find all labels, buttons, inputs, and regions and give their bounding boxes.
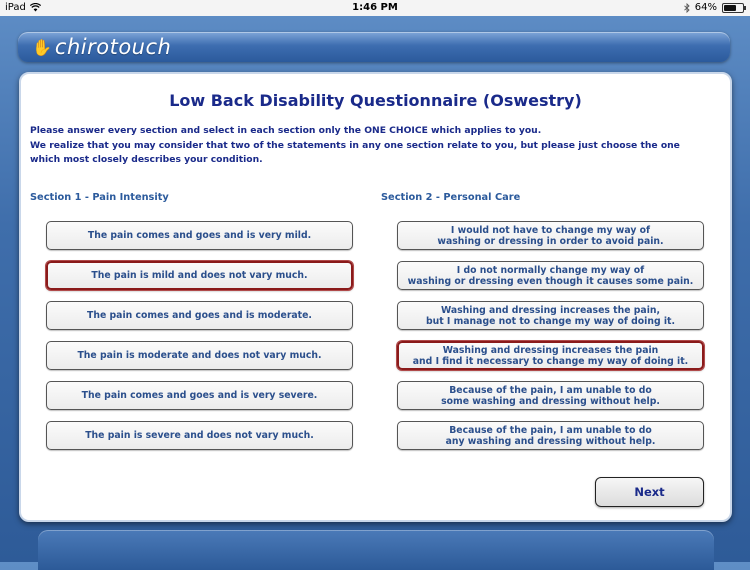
- battery-icon: [722, 3, 744, 13]
- section1-option[interactable]: The pain is moderate and does not vary much.: [46, 341, 353, 370]
- status-time: 1:46 PM: [352, 2, 398, 13]
- instructions: [30, 124, 720, 168]
- instruction-line: We realize that you may consider that two of the statements in any one section relate to you, but please just choose the one: [30, 139, 680, 151]
- page-title: Low Back Disability Questionnaire (Oswestry): [169, 91, 582, 110]
- section2-option[interactable]: Washing and dressing increases the pain and I find it necessary to change my way of doing it.: [397, 341, 704, 370]
- status-bar: [0, 0, 750, 16]
- chirotouch-logo: [32, 35, 171, 59]
- battery-fill: [724, 5, 736, 11]
- section2-title: Section 2 - Personal Care: [381, 192, 521, 203]
- section2-option[interactable]: I do not normally change my way of washing or dressing even though it causes some pain.: [397, 261, 704, 290]
- section2-option[interactable]: Washing and dressing increases the pain, but I manage not to change my way of doing it.: [397, 301, 704, 330]
- bluetooth-icon: [684, 3, 690, 13]
- questionnaire-card: [19, 72, 732, 522]
- section1-option[interactable]: The pain is mild and does not vary much.: [46, 261, 353, 290]
- app-header: [18, 32, 730, 62]
- section1-option[interactable]: The pain comes and goes and is very mild.: [46, 221, 353, 250]
- logo-text: chirotouch: [54, 35, 172, 59]
- hand-logo-icon: ✋: [32, 37, 52, 57]
- instruction-line: which most closely describes your condition.: [30, 154, 263, 165]
- battery-percent: 64%: [694, 2, 717, 13]
- status-right: [684, 2, 744, 13]
- section1-title: Section 1 - Pain Intensity: [30, 192, 169, 203]
- section1-option[interactable]: The pain comes and goes and is very severe.: [46, 381, 353, 410]
- section2-option[interactable]: Because of the pain, I am unable to do any washing and dressing without help.: [397, 421, 704, 450]
- section1-option[interactable]: The pain is severe and does not vary much.: [46, 421, 353, 450]
- section1-option[interactable]: The pain comes and goes and is moderate.: [46, 301, 353, 330]
- next-button[interactable]: Next: [595, 477, 704, 507]
- device-label: iPad: [5, 2, 26, 13]
- instruction-line: Please answer every section and select in each section only the ONE CHOICE which applies to you.: [30, 125, 542, 136]
- section2-option[interactable]: Because of the pain, I am unable to do some washing and dressing without help.: [397, 381, 704, 410]
- section2-option[interactable]: I would not have to change my way of washing or dressing in order to avoid pain.: [397, 221, 704, 250]
- bottom-panel: [38, 530, 714, 570]
